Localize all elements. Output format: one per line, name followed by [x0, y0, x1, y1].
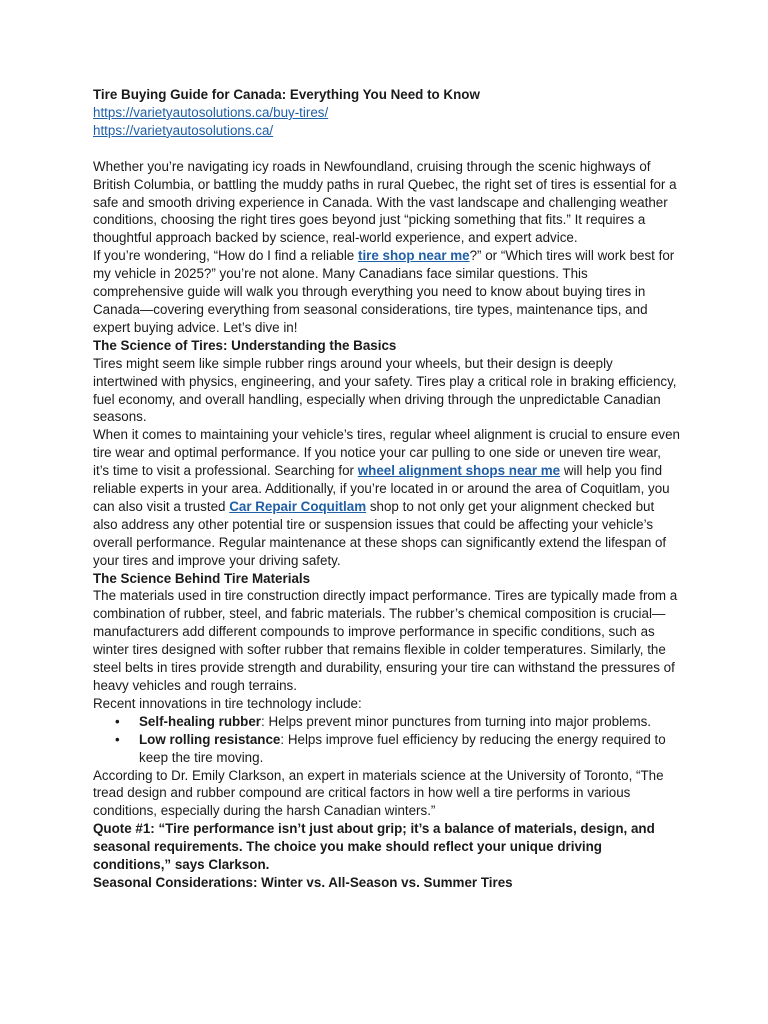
list-item-term: Self-healing rubber: [139, 713, 262, 729]
intro-paragraph-2: [93, 247, 680, 337]
bullet-icon: •: [115, 731, 120, 747]
list-item: [115, 713, 680, 731]
heading-science-of-tires: The Science of Tires: Understanding the Basics: [93, 337, 397, 353]
list-item-text: : Helps prevent minor punctures from turning into major problems.: [261, 713, 652, 729]
bullet-icon: •: [115, 713, 120, 729]
buy-tires-link[interactable]: https://varietyautosolutions.ca/buy-tires/: [93, 104, 329, 120]
materials-paragraph-1: The materials used in tire construction directly impact performance. Tires are typically made from a combination of rubber, steel, and fabric materials. The rubber’s chemical composition is crucial—manufacturers add different compounds to improve performance in specific conditions, such as winter tires designed with softer rubber that remains flexible in colder temperatures. Similarly, the steel belts in tires provide strength and durability, ensuring your tire can withstand the pressures of heavy vehicles and rough terrains.: [93, 588, 678, 693]
heading-tire-materials: The Science Behind Tire Materials: [93, 570, 311, 586]
materials-paragraph-2: Recent innovations in tire technology include:: [93, 695, 362, 711]
document-title: Tire Buying Guide for Canada: Everything You Need to Know: [93, 87, 480, 102]
intro-text-a: If you’re wondering, “How do I find a reliable: [93, 248, 358, 264]
innovations-list: [93, 713, 680, 767]
expert-paragraph: According to Dr. Emily Clarkson, an expert in materials science at the University of Toronto, “The tread design and rubber compound are critical factors in how well a tire performs in various conditions, especially during the harsh Canadian winters.”: [93, 767, 664, 819]
science-paragraph-2: [93, 426, 680, 569]
car-repair-coquitlam-link[interactable]: Car Repair Coquitlam: [229, 498, 367, 514]
list-item: [115, 731, 680, 767]
intro-paragraph-1: Whether you’re navigating icy roads in Newfoundland, cruising through the scenic highways of British Columbia, or battling the muddy paths in rural Quebec, the right set of tires is essential for a safe and smooth driving experience in Canada. With the vast landscape and challenging weather conditions, choosing the right tires goes beyond just “picking something that fits.” It requires a thoughtful approach backed by science, real-world experience, and expert advice.: [93, 158, 677, 246]
science-text-a: When it comes to maintaining your vehicle’s tires, regular wheel alignment is crucial to ensure even tire wear and optimal performance. If you notice your car pulling to one side or uneven tire wear, it’s time to visit a professional. Searching for: [93, 427, 680, 479]
blank-line: [93, 140, 680, 158]
list-item-term: Low rolling resistance: [139, 731, 281, 747]
science-text-c: shop to not only get your alignment checked but also address any other potential tire or suspension issues that could be affecting your vehicle’s overall performance. Regular maintenance at these shops can significantly extend the lifespan of your tires and improve your driving safety.: [93, 498, 667, 568]
science-text-b: will help you find reliable experts in your area. Additionally, if you’re located in or around the area of Coquitlam, you can also visit a trusted: [93, 463, 670, 514]
wheel-alignment-shops-link[interactable]: wheel alignment shops near me: [357, 463, 561, 479]
heading-seasonal-considerations: Seasonal Considerations: Winter vs. All-Season vs. Summer Tires: [93, 874, 513, 890]
science-paragraph-1: Tires might seem like simple rubber rings around your wheels, but their design is deeply intertwined with physics, engineering, and your safety. Tires play a critical role in braking efficiency, fuel economy, and overall handling, especially when driving through the unpredictable Canadian seasons.: [93, 355, 677, 425]
intro-text-b: ?” or “Which tires will work best for my vehicle in 2025?” you’re not alone. Many Canadians face similar questions. This comprehensive guide will walk you through everything you need to know about buying tires in Canada—covering everything from seasonal considerations, tire types, maintenance tips, and expert buying advice. Let’s dive in!: [93, 248, 675, 335]
tire-shop-near-me-link[interactable]: tire shop near me: [357, 248, 470, 264]
quote-paragraph: Quote #1: “Tire performance isn’t just about grip; it’s a balance of materials, design, and seasonal requirements. The choice you make should reflect your unique driving conditions,” says Clarkson.: [93, 821, 655, 873]
list-item-text: : Helps improve fuel efficiency by reducing the energy required to keep the tire moving.: [139, 731, 666, 765]
homepage-link[interactable]: https://varietyautosolutions.ca/: [93, 122, 274, 138]
